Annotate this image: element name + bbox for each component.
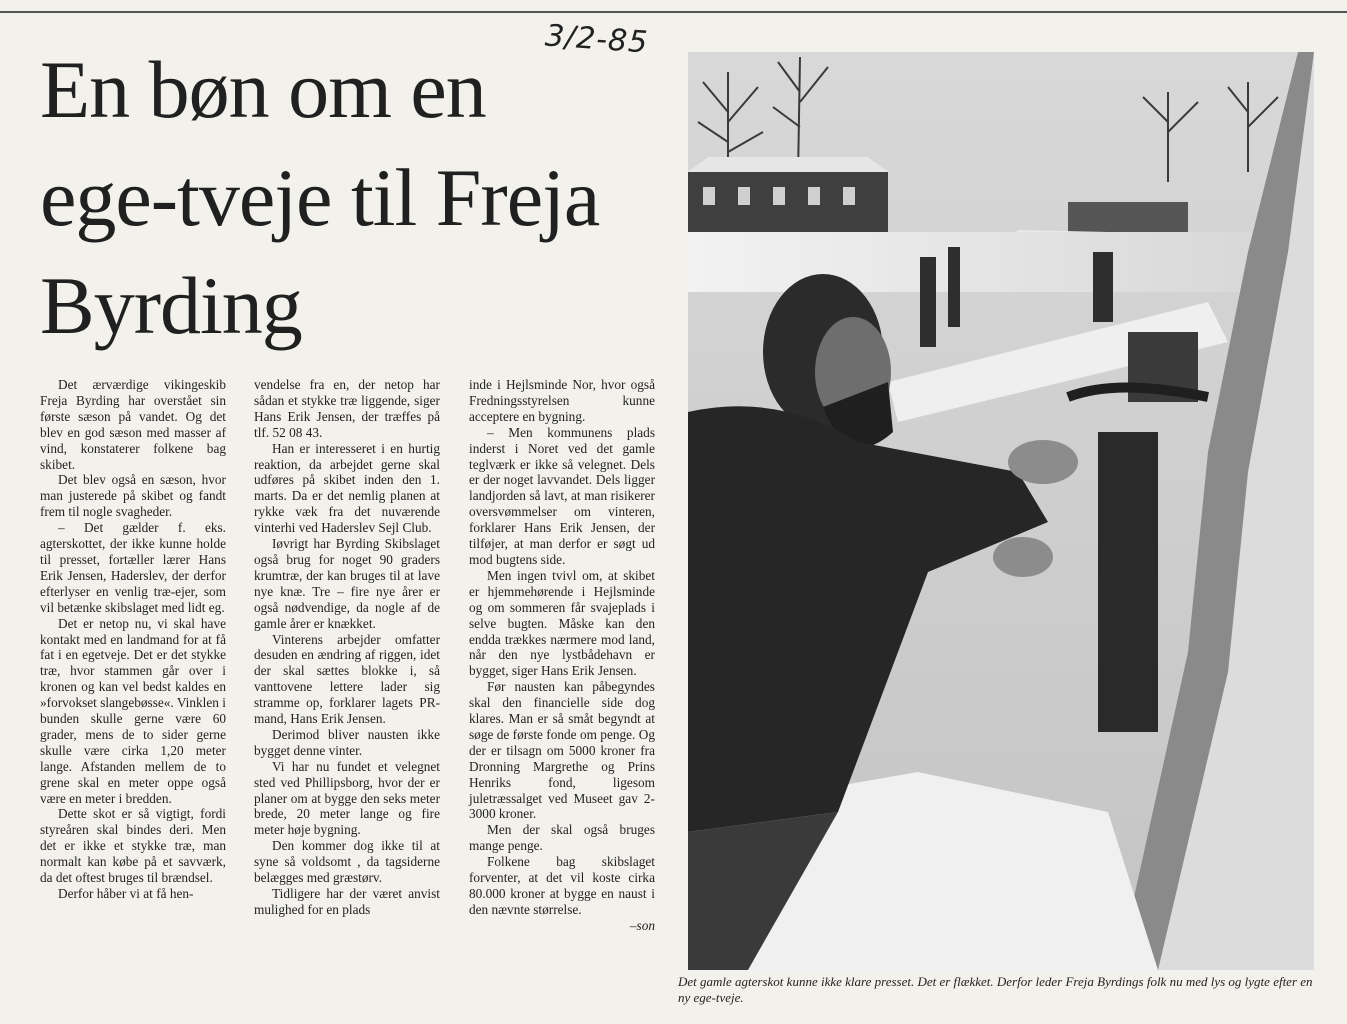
article-paragraph: Den kommer dog ikke til at syne så voldsomt , da tagsiderne belægges med græstørv. (254, 838, 440, 886)
article-paragraph: Vinterens arbejder omfatter desuden en ændring af riggen, idet der skal sættes blokke i, så vanttovene lettere lader sig stramme op, forklarer lagets PR-mand, Hans Erik Jensen. (254, 631, 440, 727)
distant-houses (1068, 202, 1188, 232)
author-signature: –son (629, 917, 655, 933)
article-column-1 (40, 377, 226, 902)
article-paragraph: Men der skal også bruges mange penge. (469, 822, 655, 854)
article-paragraph: Dette skot er så vigtigt, fordi styreåren skal bindes deri. Men det er ikke et stykke træ, man normalt kan købe på et savværk, da det oftest bruges til brændsel. (40, 806, 226, 886)
photo-illustration (688, 52, 1314, 970)
article-paragraph: Derimod bliver nausten ikke bygget denne vinter. (254, 726, 440, 758)
article-paragraph: Det ærværdige vikingeskib Freja Byrding har overstået sin første sæson på vandet. Og det blev en god sæson med masser af vind, konstaterer folkene bag skibet. (40, 377, 226, 472)
article-paragraph: Folkene bag skibslaget forventer, at det vil koste cirka 80.000 kroner at bygge en naust i den nævnte størrelse. (469, 854, 655, 917)
article-paragraph: Vi har nu fundet et velegnet sted ved Phillipsborg, hvor der er planer om at bygge den seks meter brede, 20 meter lange og fire meter høje bygning. (254, 758, 440, 838)
article-paragraph: Det er netop nu, vi skal have kontakt med en landmand for at få fat i en egetveje. Det er det stykke træ, hvor stammen går over i kronen og kan vel bedst kaldes en »forvokset slangebøsse«. Vinklen i bunden skulle gerne være 60 grader, mens de to sider gerne skulle være cirka 1,20 meter lange. Afstanden mellem de to grene skal en meter oppe også være en meter i bredden. (40, 615, 226, 806)
article-photo (688, 52, 1314, 970)
stern-post (1098, 432, 1158, 732)
man-hand-lower (993, 537, 1053, 577)
article-paragraph: vendelse fra en, der netop har sådan et stykke træ liggende, siger Hans Erik Jensen, der træffes på tlf. 52 08 43. (254, 377, 440, 440)
man-hand (1008, 440, 1078, 484)
article-paragraph: Men ingen tvivl om, at skibet er hjemmehørende i Hejlsminde og om sommeren får svajeplads i selve bugten. Måske kan den endda trækkes nærmere mod land, når den nye lystbådehavn er bygget, siger Hans Erik Jensen. (469, 567, 655, 679)
article-paragraph: Derfor håber vi at få hen- (58, 886, 194, 901)
article-paragraph: Tidligere har der været anvist mulighed for en plads (254, 886, 440, 917)
top-rule (0, 11, 1347, 13)
article-paragraph: Iøvrigt har Byrding Skibslaget også brug for noget 90 graders krumtræ, der kan bruges til at lave nye knæ. Tre – fire nye årer er også nødvendige, da nogle af de gamle årer er knækket. (254, 536, 440, 631)
article-paragraph: – Det gælder f. eks. agterskottet, der ikke kunne holde til presset, fortæller lærer Hans Erik Jensen, Haderslev, der derfor efterlyser en venlig træ-ejer, som vil betænke skibslaget med lidt eg. (40, 520, 226, 615)
snowy-harbour (688, 232, 1314, 292)
article-paragraph: inde i Hejlsminde Nor, hvor også Fredningsstyrelsen kunne acceptere en bygning. (469, 377, 655, 424)
photo-caption: Det gamle agterskot kunne ikke klare presset. Det er flækket. Derfor leder Freja Byrdings folk nu med lys og lygte efter en ny ege-tveje. (678, 974, 1313, 1005)
article-paragraph: Det blev også en sæson, hvor man justerede på skibet og fandt frem til nogle svagheder. (40, 472, 226, 520)
handwritten-date: 3/2-85 (543, 18, 650, 61)
headline: En bøn om en ege-tveje til Freja Byrding (40, 44, 600, 351)
article-column-2 (254, 377, 440, 918)
building-roof (688, 157, 888, 172)
article-column-3 (469, 377, 655, 934)
building (688, 172, 888, 232)
article-paragraph: Han er interesseret i en hurtig reaktion, da arbejdet gerne skal udføres på skibet inden den 1. marts. Da er det nemlig planen at rykke væk fra det nuværende vinterhi ved Haderslev Sejl Club. (254, 440, 440, 536)
article-paragraph: – Men kommunens plads inderst i Noret ved det gamle teglværk er ikke så velegnet. Dels er der noget lavvandet. Dels ligger landjorden så lavt, at man risikerer oversvømmelser om vinteren, forklarer Hans Erik Jensen, der tilføjer, at man derfor er søgt ud mod bugtens side. (469, 424, 655, 567)
article-paragraph: Før nausten kan påbegyndes skal den financielle side dog klares. Man er så småt begyndt at søge de første fonde om penge. Og der er tilsagn om 5000 kroner fra Dronning Margrethe og Prins Henriks fond, ligesom juletræssalget ved Museet gav 2-3000 kroner. (469, 679, 655, 822)
